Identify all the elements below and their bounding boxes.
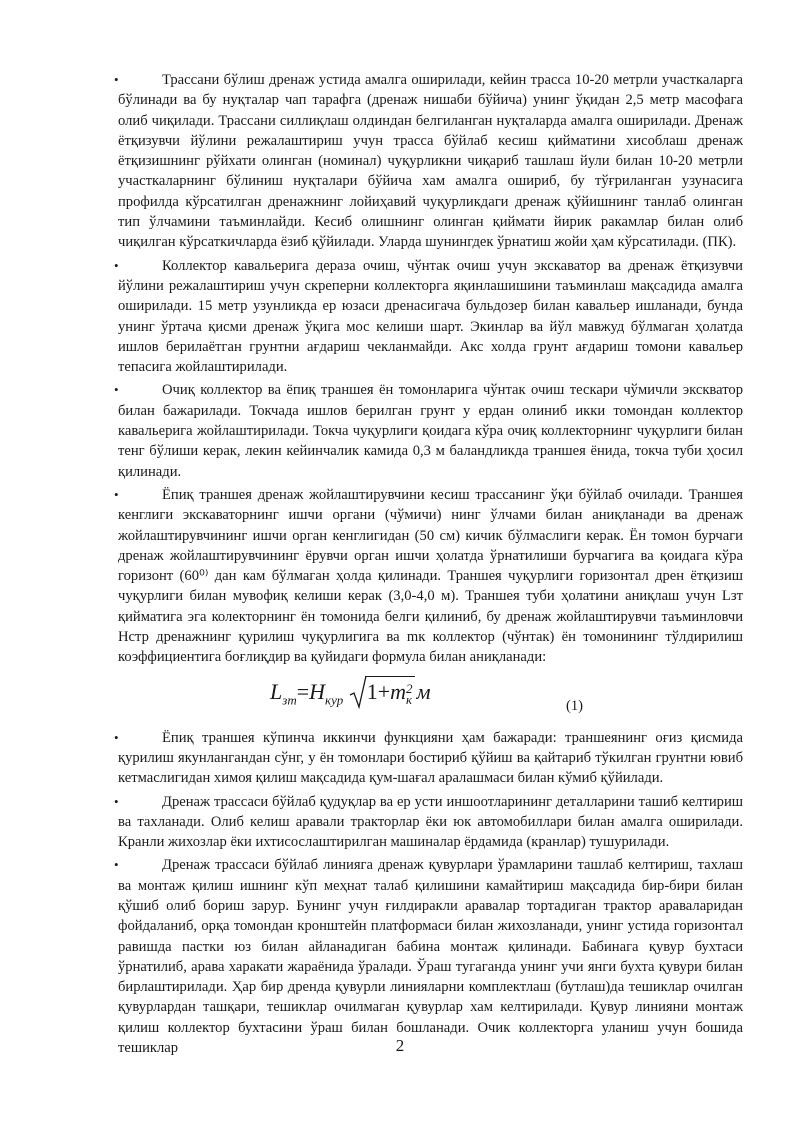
paragraph-text: Очиқ коллектор ва ёпиқ траншея ён томонларига чўнтак очиш тескари чўмичли экскватор билан бажарилади. Токчада ишлов берилган грунт у ердан олиниб икки томондан коллектор кавальерига жойлаштирилади. Токча чуқурлиги қоидага кўра очиқ коллекторнинг чуқурлиги билан тенг бўлиши керак, лекин кейинчалик камида 0,3 м баландликда траншея ёнида, токча туби ҳосил қилинади. xyxy=(118,382,743,480)
paragraph-text: Трассани бўлиш дренаж устида амалга оширилади, кейин трасса 10-20 метрли участкаларга бўлинади ва бу нуқталар чап тарафга (дренаж нишаби бўйича) унинг ўқидан 2,5 метр масофага олиб чиқилади. Трассани силлиқлаш олдиндан белгиланган нуқталарда амалга оширилади. Дренаж ётқизувчи йўлини режалаштириш учун трасса бўйлаб кесиш қийматини хисоблаш дренаж ётқизишнинг рўйхати олинган (номинал) чуқурликни чиқариб ташлаш йули билан 10-20 метрли участкаларнинг бўлиниш нуқталари бўйича хам амалга ошириб, бу тўғриланган узунасига профилда кўрсатилган дренажнинг лойиҳавий чуқурликдаги дренаж қўйишнинг танлаб олинган тип ўлчамини таъминлайди. Кесиб олишнинг олинган қиймати йирик ракамлар билан олиб чиқилган кўрсаткичларда ёзиб қўйилади. Уларда шунингдек ўрнатиш жойи ҳам кўрсатилади. (ПК). xyxy=(118,72,743,251)
formula-h: H xyxy=(309,678,326,704)
bullet-icon: • xyxy=(114,72,119,87)
paragraph-trench-function xyxy=(114,728,743,789)
formula-block xyxy=(118,672,743,726)
paragraph-collector-cavalier xyxy=(114,256,743,378)
formula-lhs-subscript: зт xyxy=(282,692,297,707)
bullet-icon: • xyxy=(114,793,119,809)
paragraph-pipe-installation xyxy=(114,855,743,1058)
paragraph-closed-trench xyxy=(114,485,743,668)
paragraph-wells-transport xyxy=(114,792,743,853)
formula-number: (1) xyxy=(566,697,584,714)
formula-lhs: L xyxy=(270,678,283,704)
bullet-icon: • xyxy=(114,486,119,502)
formula-tail: м xyxy=(416,678,431,704)
document-body xyxy=(114,70,743,1061)
bullet-icon: • xyxy=(114,382,119,398)
formula-equals: = xyxy=(296,678,310,704)
formula xyxy=(270,672,431,720)
paragraph-text: Дренаж трассаси бўйлаб қудуқлар ва ер усти иншоотларининг деталларини ташиб келтириш ва тахланади. Олиб келиш аравали тракторлар ёки юк автомобиллари билан амалга оширилади. Кранли жихозлар ёки ихтисослаштирилган машиналар ёрдамида (кранлар) тушурилади. xyxy=(118,793,743,851)
paragraph-text: Дренаж трассаси бўйлаб линияга дренаж қувурлари ўрамларини ташлаб келтириш, тахлаш ва монтаж қилиш ишнинг кўп меҳнат талаб қилишини камайтириш мақсадида бир-бири билан қўшиб олиб бориш зарур. Бунинг учун ғилдиракли аравалар тортадиган трактор араваларидан фойдаланиб, орқа томондан кронштейн платформаси билан жихозланади, унинг устида горизонтал равишда пастки юз билан айланадиган бабина монтаж қилинади. Бабинага қувур бухтаси ўрнатилиб, арава харакати жараёнида ўралади. Ўраш тугаганда унинг учи янги бухта қувури билан бирлаштирилади. Ҳар бир дренда қувурли линияларни комплектлаш (бутлаш)да тешиклар очилган қувурлардан ташқари, тешиклар очилмаган қувурлар хам келтирилади. Қувур линияни монтаж қилиш коллектор бухтасини ўраш билан бошланади. Очик коллекторга уланиш учун бошида тешиклар xyxy=(118,857,743,1057)
paragraph-text: Ёпиқ траншея кўпинча иккинчи функцияни ҳам бажаради: траншеянинг оғиз қисмида қурилиш якунлангандан сўнг, у ён томонлари бостириб қўйиш ва қайтариб тўкилган грунтни ювиб кетмаслигидан химоя қилиш мақсадида қум-шағал аралашмаси билан кўмиб қўйилади. xyxy=(118,729,743,787)
formula-h-subscript: кур xyxy=(325,692,344,707)
bullet-icon: • xyxy=(114,857,119,873)
formula-m: m xyxy=(390,678,407,704)
bullet-icon: • xyxy=(114,257,119,273)
bullet-icon: • xyxy=(114,729,119,745)
page-number: 2 xyxy=(395,1036,405,1055)
formula-m-subscript: к xyxy=(406,691,413,707)
formula-radicand-one: 1+ xyxy=(366,678,391,704)
paragraph-text: Ёпиқ траншея дренаж жойлаштирувчини кесиш трассанинг ўқи бўйлаб очилади. Траншея кенглиги экскаваторнинг ишчи органи (чўмичи) нинг ўлчами билан аниқланади ва дренаж жойлаштирувчининг ишчи орган кенглигидан (50 см) кичик бўлмаслиги керак. Ён томон бурчаги дренаж жойлаштирувчининг ёрувчи орган ишчи ҳолатда ўрнатилиши бурчагига ва қоидага кўра горизонт (60⁰⁾ дан кам бўлмаган ҳолда қилинади. Траншея чуқурлиги горизонтал дрен ётқизиш чуқурлиги билан мувофиқ келиши керак (3,0-4,0 м). Траншея туби ҳолатини аниқлаш учун Lзт қийматига эга колекторнинг ён томонида белги қилиниб, бу дренаж жойлаштирувчи таъминловчи Нстр дренажнинг қурилиш чуқурлигига ва mк коллектор (чўнтак) ён томонининг тўлдирилиш коэффициентига боғлиқдир ва қуйидаги формула билан аниқланади: xyxy=(118,486,743,666)
paragraph-trace-division xyxy=(114,70,743,253)
formula-m-superscript: 2 xyxy=(406,680,413,696)
paragraph-open-collector xyxy=(114,380,743,481)
paragraph-text: Коллектор кавальерига дераза очиш, чўнтак очиш учун экскаватор ва дренаж ётқизувчи йўлини режалаштириш учун скреперни коллекторга яқинлашишини таъминлаш мақсадида амалга оширилади. 15 метр узунликда ер юзаси дренасигача бульдозер билан кавальер ишланади, бунда унинг ўртача қисми дренаж ўқига мос келиши шарт. Экинлар ва йўл мавжуд бўлмаган ҳолатда ишлов берилаётган грунтни ағдариш чекланмайди. Акс холда грунт ағдариш томони кавальер тепасига жойлаштирилади. xyxy=(118,257,743,376)
